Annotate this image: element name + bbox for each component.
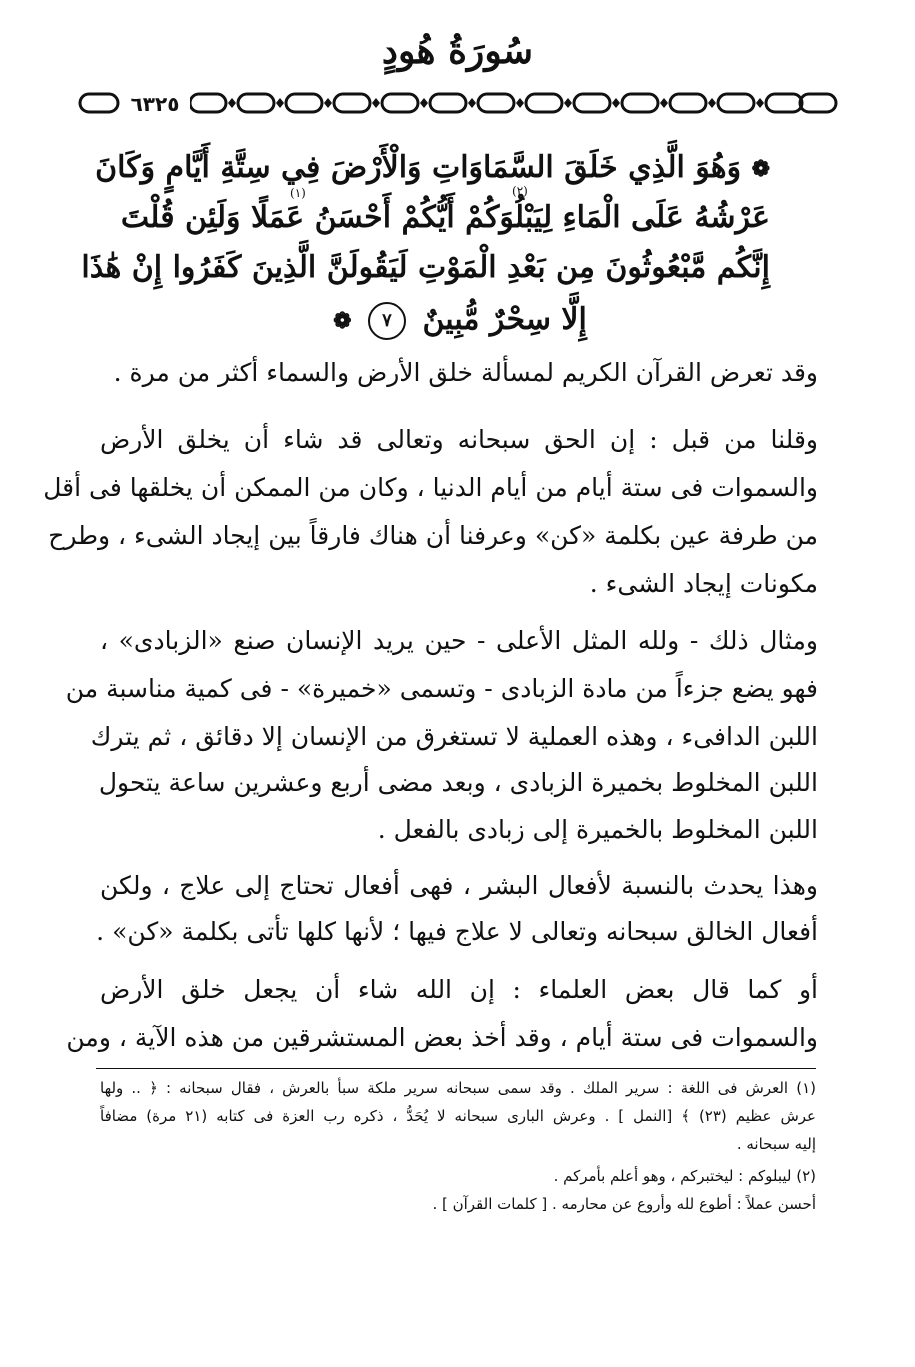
paragraph-line: ومثال ذلك - ولله المثل الأعلى - حين يريد الإنسان صنع «الزبادى» ، — [100, 626, 818, 655]
paragraph-line: والسموات فى ستة أيام من أيام الدنيا ، وكان من الممكن أن يخلقها فى أقل — [43, 473, 818, 502]
footnote-line: إليه سبحانه . — [736, 1135, 816, 1153]
page-number: ٦٣٢٥ — [120, 92, 190, 116]
footnote-divider — [96, 1068, 816, 1069]
paragraph-line: وقد تعرض القرآن الكريم لمسألة خلق الأرض والسماء أكثر من مرة . — [113, 358, 818, 387]
paragraph-line: أفعال الخالق سبحانه وتعالى لا علاج فيها ؛ لأنها كلها تأتى بكلمة «كن» . — [96, 917, 818, 946]
footnote-line: أحسن عملاً : أطوع لله وأروع عن محارمه . [ كلمات القرآن ] . — [432, 1195, 816, 1213]
paragraph-line: وقلنا من قبل : إن الحق سبحانه وتعالى قد شاء أن يخلق الأرض — [100, 425, 818, 454]
verse-line-4 — [150, 298, 770, 343]
footnote-marker-1: (١) — [290, 186, 306, 200]
surah-title: سُورَةُ هُودٍ — [381, 30, 534, 72]
footnote-line: (١) العرش فى اللغة : سرير الملك . وقد سمى سبحانه سرير ملكة سبأ بالعرش ، فقال سبحانه : ﴿ .. ولها — [100, 1079, 816, 1097]
verse-text: إِنَّكُم مَّبْعُوثُونَ مِن بَعْدِ الْمَوْتِ لَيَقُولَنَّ الَّذِينَ كَفَرُوا إِنْ هَٰذَا — [81, 250, 770, 285]
paragraph-line: مكونات إيجاد الشىء . — [589, 569, 818, 598]
verse-start-ornament-icon: ❁ — [751, 156, 770, 182]
paragraph-line: أو كما قال بعض العلماء : إن الله شاء أن يجعل خلق الأرض — [100, 975, 818, 1004]
footnote-marker-2: (٢) — [512, 184, 528, 198]
paragraph-line: فهو يضع جزءاً من مادة الزبادى - وتسمى «خميرة» - فى كمية مناسبة من — [65, 674, 818, 703]
verse-text: إِلَّا سِحْرٌ مُّبِينٌ — [422, 302, 587, 337]
paragraph-line: اللبن الدافىء ، وهذه العملية لا تستغرق من الإنسان إلا دقائق ، ثم يترك — [90, 722, 818, 751]
paragraph-line: اللبن المخلوط بخميرة الزبادى ، وبعد مضى أربع وعشرين ساعة يتحول — [98, 768, 818, 797]
verse-text: وَهُوَ الَّذِي خَلَقَ السَّمَاوَاتِ وَالْأَرْضَ فِي سِتَّةِ أَيَّامٍ وَكَانَ — [95, 150, 742, 185]
verse-end-ornament-icon: ❁ — [333, 308, 352, 334]
ayah-number-badge: ٧ — [368, 302, 406, 340]
verse-line-2 — [120, 196, 770, 240]
paragraph-line: اللبن المخلوط بالخميرة إلى زبادى بالفعل . — [377, 815, 818, 844]
paragraph-line: من طرفة عين بكلمة «كن» وعرفنا أن هناك فارقاً بين إيجاد الشىء ، وطرح — [48, 521, 818, 550]
verse-line-3 — [81, 246, 770, 290]
decorative-chain-border — [78, 88, 838, 118]
footnote-line: عرش عظيم (٢٣) ﴾ [النمل ] . وعرش البارى سبحانه لا يُحَدُّ ، ذكره رب العزة فى كتابه (٢١ مرة) مضافاً — [100, 1107, 816, 1125]
verse-line-1 — [95, 146, 770, 191]
paragraph-line: والسموات فى ستة أيام ، وقد أخذ بعض المستشرقين من هذه الآية ، ومن — [66, 1023, 818, 1052]
footnote-line: (٢) ليبلوكم : ليختبركم ، وهو أعلم بأمركم . — [553, 1167, 816, 1185]
paragraph-line: وهذا يحدث بالنسبة لأفعال البشر ، فهى أفعال تحتاج إلى علاج ، ولكن — [100, 871, 818, 900]
verse-text: عَرْشُهُ عَلَى الْمَاءِ لِيَبْلُوَكُمْ أَيُّكُمْ أَحْسَنُ عَمَلًا وَلَئِن قُلْتَ — [120, 200, 770, 235]
